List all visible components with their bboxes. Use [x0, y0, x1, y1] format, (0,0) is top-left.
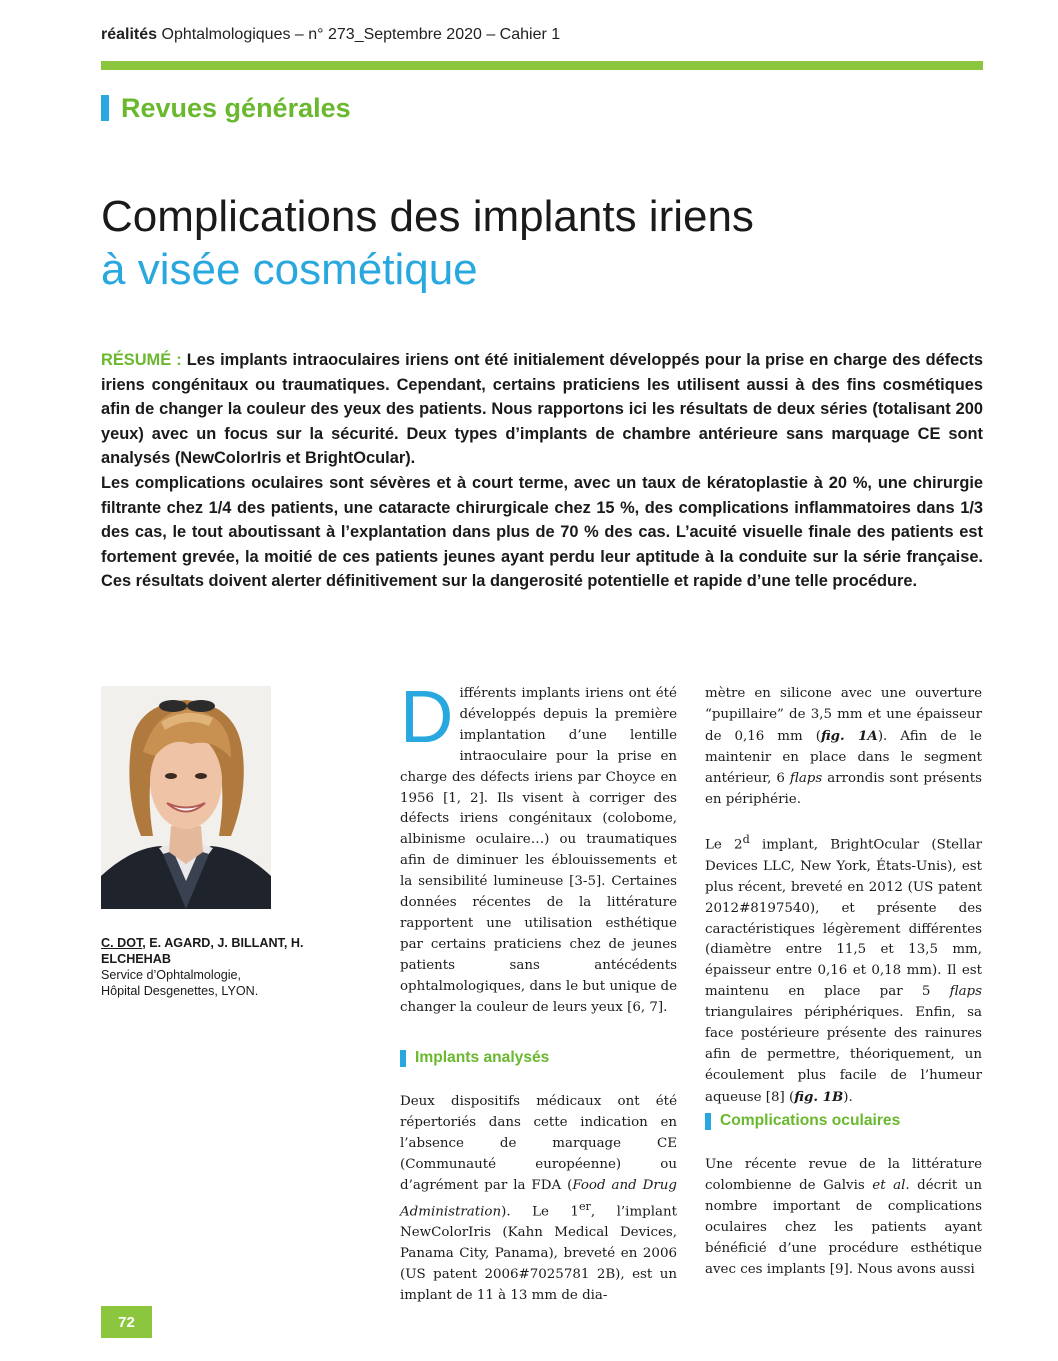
body-column-2	[705, 684, 982, 1109]
author-block	[101, 935, 311, 999]
abstract-label: RÉSUMÉ :	[101, 351, 187, 369]
drop-cap: D	[400, 675, 454, 758]
body-column-1	[400, 675, 677, 1019]
col2-paragraph-2: Le 2$^d$ implant, BrightOcular (Stellar Devices LLC, New York, États-Unis), est plus récent, breveté en 2012 (US patent 2012#8197540), et présente des caractéristiques légèrement différentes (diamètre entre 11,5 et 13,5 mm, épaisseur entre 0,16 et 0,18 mm). Il est maintenu en place par 5 flaps triangulaires périphériques. Enfin, sa face postérieure présente des rainures afin de permettre, théoriquement, un écoulement plus facile de l’humeur aqueuse [8] (fig. 1B).	[705, 833, 982, 1105]
implants-paragraph: Deux dispositifs médicaux ont été répertoriés dans cette indication en l’absence de marquage CE (Communauté européenne) ou d’agrément par la FDA (Food and Drug Administration). Le 1er, l’implant NewColorIris (Kahn Medical Devices, Panama City, Panama), breveté en 2006 (US patent 2006#7025781 2B), est un implant de 11 à 13 mm de dia-	[400, 1094, 677, 1303]
section-label: Revues générales	[121, 92, 351, 123]
page-number: 72	[101, 1306, 152, 1338]
title-line-2: à visée cosmétique	[101, 245, 478, 294]
intro-paragraph: Différents implants iriens ont été développés depuis la première implantation d’une lentille intraoculaire pour la prise en charge des défects iriens par Choyce en 1956 [1, 2]. Ils visent à corriger des défects iriens congénitaux (colobome, albinisme oculaire…) ou traumatiques afin de diminuer les éblouissements et la sensibilité lumineuse [3-5]. Certaines données récentes de la littérature rapportent une utilisation esthétique par certains praticiens chez de jeunes patients sans antécédents ophtalmologiques, dans le but unique de changer la couleur de leurs yeux [6, 7].	[400, 675, 677, 1015]
lead-author: C. DOT	[101, 936, 143, 950]
abstract-para-2: Les complications oculaires sont sévères et à court terme, avec un taux de kératoplastie à 20 %, une chirurgie filtrante chez 1/4 des patients, une cataracte chirurgicale chez 15 %, des complications inflammatoires dans 1/3 des cas, le tout aboutissant à l’explantation dans plus de 70 % des cas. L’acuité visuelle finale des patients est fortement grevée, la moitié de ces patients jeunes ayant perdu leur aptitude à la conduite sur la série française. Ces résultats doivent alerter définitivement sur la dangerosité potentielle et rapide d’une telle procédure.	[101, 473, 983, 591]
affiliation-line-1: Service d’Ophtalmologie,	[101, 968, 242, 982]
subhead-implants-analyses: Implants analysés	[400, 1049, 549, 1067]
running-header	[101, 26, 560, 44]
section-tag	[101, 92, 351, 124]
section-bar-marker	[101, 95, 109, 121]
author-photo	[101, 686, 271, 909]
journal-brand: réalités	[101, 26, 158, 43]
subhead-marker	[705, 1113, 711, 1130]
title-line-1: Complications des implants iriens	[101, 192, 754, 241]
abstract	[101, 348, 983, 594]
author-names: C. DOT, E. AGARD, J. BILLANT, H. ELCHEHAB	[101, 936, 304, 966]
subhead-complications-oculaires: Complications oculaires	[705, 1112, 900, 1130]
abstract-para-1: RÉSUMÉ : Les implants intraoculaires iriens ont été initialement développés pour la prise en charge des défects iriens congénitaux ou traumatiques. Cependant, certains praticiens les utilisent aussi à des fins cosmétiques afin de changer la couleur des yeux des patients. Nous rapportons ici les résultats de deux séries (totalisant 200 yeux) avec un focus sur la sécurité. Deux types d’implants de chambre antérieure sans marquage CE sont analysés (NewColorIris et BrightOcular).	[101, 351, 983, 468]
col2-paragraph-1: mètre en silicone avec une ouverture “pupillaire” de 3,5 mm et une épaisseur de 0,16 mm (fig. 1A). Afin de le maintenir en place dans le segment antérieur, 6 flaps arrondis sont présents en périphérie.	[705, 686, 982, 807]
body-column-1-part-2	[400, 1092, 677, 1307]
author-portrait-image	[101, 686, 271, 909]
affiliation-line-2: Hôpital Desgenettes, LYON.	[101, 984, 259, 998]
complications-paragraph: Une récente revue de la littérature colombienne de Galvis et al. décrit un nombre important de complications oculaires chez les patients ayant bénéficié d’une procédure esthétique avec ces implants [9]. Nous avons aussi	[705, 1157, 982, 1277]
issue-info: Ophtalmologiques – n° 273_Septembre 2020 – Cahier 1	[157, 26, 561, 43]
header-rule	[101, 61, 983, 70]
body-column-2-part-2	[705, 1155, 982, 1280]
article-title	[101, 190, 754, 296]
subhead-marker	[400, 1050, 406, 1067]
